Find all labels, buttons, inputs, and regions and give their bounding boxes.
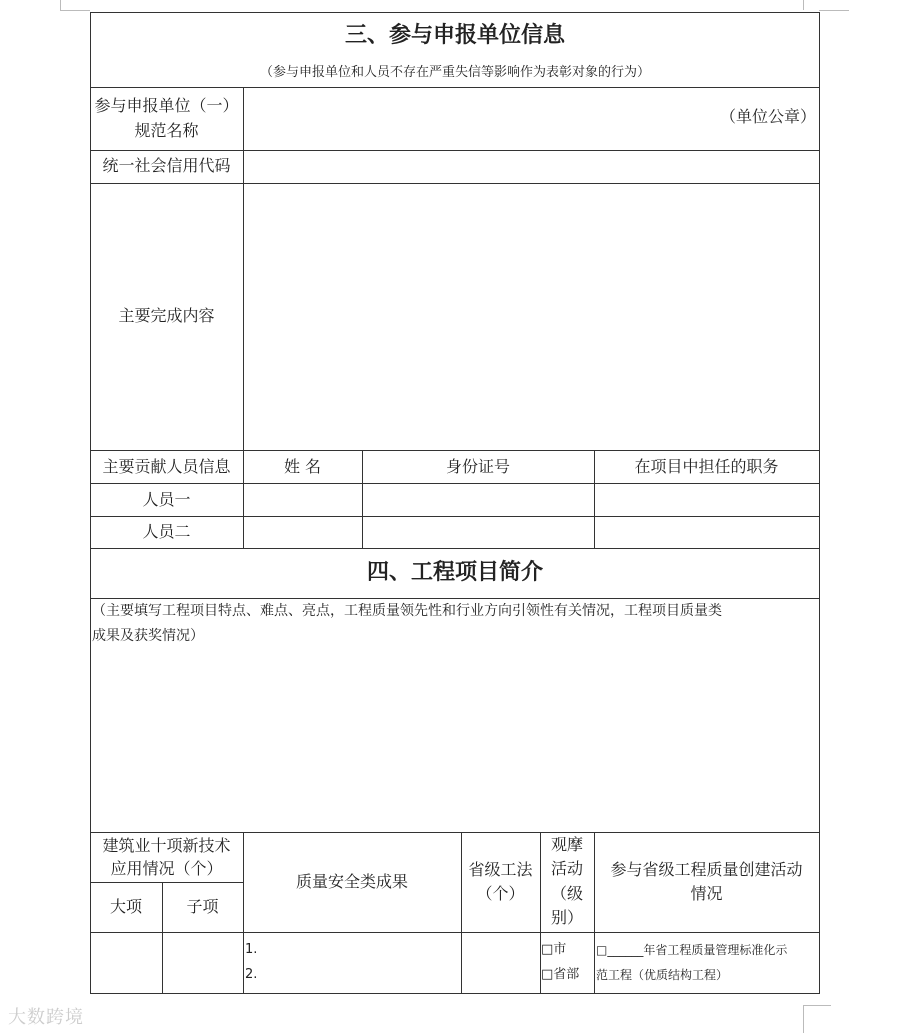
section-4-instructions: 成果及获奖情况） <box>92 628 204 644</box>
crop-mark <box>819 10 849 11</box>
credit-code-field[interactable] <box>244 151 819 182</box>
seal-label: （单位公章） <box>720 107 817 126</box>
crop-mark <box>803 0 804 10</box>
crop-mark <box>803 1005 831 1006</box>
crop-mark <box>60 10 90 11</box>
watermark-logo: 大数跨境 <box>8 1007 84 1028</box>
credit-code-label: 统一社会信用代码 <box>102 156 231 175</box>
level-option-province[interactable]: □省部 <box>541 967 580 982</box>
activity-option[interactable]: □______年省工程质量管理标准化示 <box>596 943 788 957</box>
observation-header: 活动 <box>550 859 583 878</box>
sub-items-header: 子项 <box>186 897 219 916</box>
provincial-method-header: 省级工法 <box>468 860 533 879</box>
section-3-title: 三、参与申报单位信息 <box>344 23 565 48</box>
personnel-row-label: 人员二 <box>142 522 191 541</box>
result-item: 2. <box>245 967 258 982</box>
level-option-city[interactable]: □市 <box>541 942 567 957</box>
quality-activity-header: 参与省级工程质量创建活动 <box>610 860 803 879</box>
unit-name-label: 参与申报单位（一） <box>94 96 239 115</box>
new-tech-header: 应用情况（个） <box>110 859 223 878</box>
quality-activity-header: 情况 <box>690 884 723 903</box>
provincial-method-header: （个） <box>476 884 525 903</box>
section-4-title: 四、工程项目简介 <box>366 560 543 585</box>
observation-header: 别） <box>550 908 583 927</box>
personnel-row-label: 人员一 <box>142 490 191 509</box>
crop-mark <box>803 1005 804 1033</box>
major-items-header: 大项 <box>109 897 142 916</box>
result-item: 1. <box>245 942 258 957</box>
observation-header: （级 <box>550 884 583 903</box>
id-column-header: 身份证号 <box>445 457 510 476</box>
section-3-subtitle: （参与申报单位和人员不存在严重失信等影响作为表彰对象的行为） <box>259 65 650 80</box>
section-4-instructions: （主要填写工程项目特点、难点、亮点，工程质量领先性和行业方向引领性有关情况，工程项目质量类 <box>92 603 722 619</box>
main-content-label: 主要完成内容 <box>118 306 215 325</box>
quality-safety-header: 质量安全类成果 <box>295 872 408 891</box>
personnel-header-label: 主要贡献人员信息 <box>102 457 231 476</box>
crop-mark <box>60 0 61 10</box>
new-tech-header: 建筑业十项新技术 <box>102 836 231 855</box>
unit-name-label: 规范名称 <box>134 121 199 140</box>
main-content-field[interactable] <box>244 184 819 449</box>
activity-option: 范工程（优质结构工程） <box>596 968 729 982</box>
name-column-header: 姓 名 <box>283 457 322 476</box>
role-column-header: 在项目中担任的职务 <box>634 457 779 476</box>
observation-header: 观摩 <box>550 835 583 854</box>
